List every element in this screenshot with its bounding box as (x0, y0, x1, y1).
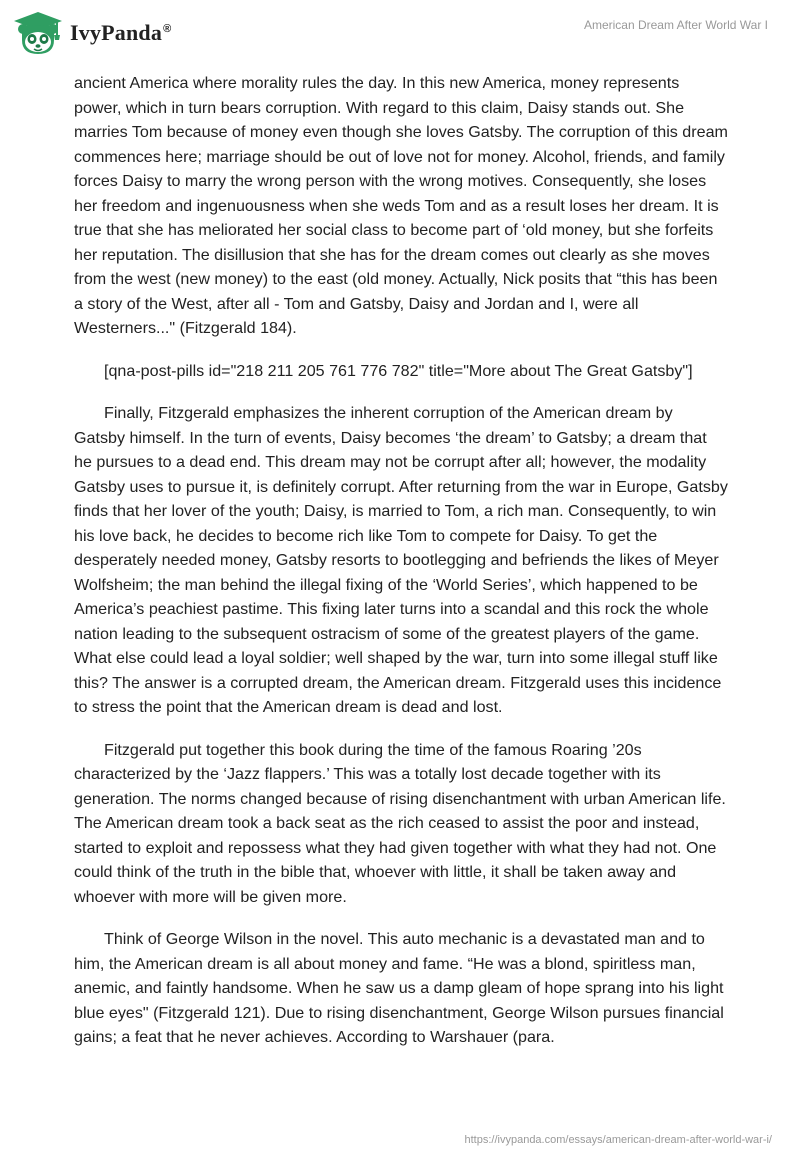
essay-body (74, 71, 728, 1068)
shortcode-placeholder: [qna-post-pills id="218 211 205 761 776 782" title="More about The Great Gatsby"] (104, 361, 693, 380)
brand-name: IvyPanda® (70, 20, 172, 45)
paragraph: Think of George Wilson in the novel. This auto mechanic is a devastated man and to him, the American dream is all about money and fame. “He was a blond, spiritless man, anemic, and faintly handsome. When he saw us a damp gleam of hope sprang into his light blue eyes" (Fitzgerald 121). Due to rising disenchantment, George Wilson pursues financial gains; a feat that he never achieves. According to Warshauer (para. (74, 930, 724, 1046)
paragraph: Finally, Fitzgerald emphasizes the inherent corruption of the American dream by Gatsby himself. In the turn of events, Daisy becomes ‘the dream’ to Gatsby; a dream that he pursues to a dead end. This dream may not be corrupt after all; however, the modality Gatsby uses to pursue it, is definitely corrupt. After returning from the war in Europe, Gatsby finds that her lover of the youth; Daisy, is married to Tom, a rich man. Consequently, to win his love back, he decides to become rich like Tom to compete for Daisy. To get the desperately needed money, Gatsby resorts to bootlegging and befriends the likes of Meyer Wolfsheim; the man behind the illegal fixing of the ‘World Series’, which happened to be America’s peachiest pastime. This fixing later turns into a scandal and this rock the whole nation leading to the subsequent ostracism of some of the greatest players of the game. What else could lead a loyal soldier; well shaped by the war, turn into some illegal stuff like this? The answer is a corrupted dream, the American dream. Fitzgerald uses this incidence to stress the point that the American dream is dead and lost. (74, 404, 728, 716)
paragraph: ancient America where morality rules the day. In this new America, money represents power, which in turn bears corruption. With regard to this claim, Daisy stands out. She marries Tom because of money even though she loves Gatsby. The corruption of this dream commences here; marriage should be out of love not for money. Alcohol, friends, and family forces Daisy to marry the wrong person with the wrong motives. Consequently, she loses her freedom and ingenuousness when she weds Tom and as a result loses her dream. It is true that she has meliorated her social class to become part of ‘old money, but she forfeits her reputation. The disillusion that she has for the dream comes out clearly as she moves from the west (new money) to the east (old money. Actually, Nick posits that “this has been a story of the West, after all - Tom and Gatsby, Daisy and Jordan and I, were all Westerners..." (Fitzgerald 184). (74, 74, 728, 337)
ivypanda-logo[interactable] (12, 10, 171, 56)
document-title: American Dream After World War I (583, 18, 768, 32)
source-url[interactable]: https://ivypanda.com/essays/american-dream-after-world-war-i/ (464, 1134, 772, 1146)
paragraph: Fitzgerald put together this book during the time of the famous Roaring ’20s characterized by the ‘Jazz flappers.’ This was a totally lost decade together with its generation. The norms changed because of rising disenchantment with urban American life. The American dream took a back seat as the rich ceased to assist the poor and instead, started to exploit and repossess what they had given together with what they had not. One could think of the truth in the bible that, whoever with little, it shall be taken away and whoever with more will be given more. (74, 740, 726, 906)
registered-mark: ® (163, 22, 172, 35)
page-header (0, 0, 800, 70)
panda-graduate-icon (12, 10, 64, 56)
